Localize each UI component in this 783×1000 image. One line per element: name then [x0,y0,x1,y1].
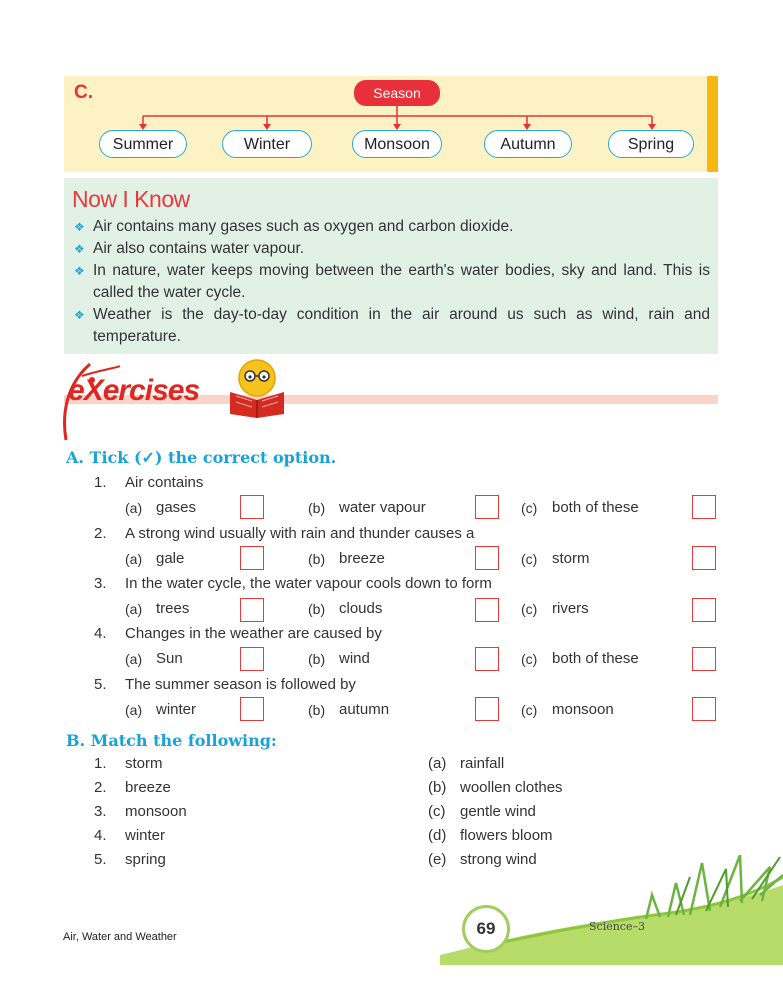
match-right-item: strong wind [460,851,537,868]
chapter-title: Air, Water and Weather [63,931,177,943]
option-text: winter [156,701,197,718]
option-letter: (c) [521,500,538,516]
exercises-title: eXercises [68,374,200,407]
section-a-heading: A. Tick (✓) the correct option. [66,448,337,467]
option-text: rivers [552,600,589,617]
list-item: ❖ In nature, water keeps moving between the earth's water bodies, sky and land. This is called the water cycle. [74,262,710,301]
question-text: Air contains [125,474,204,491]
match-left-item: winter [125,827,166,844]
match-right-letter: (c) [428,803,446,820]
option-text: gale [156,550,185,567]
match-left-item: spring [125,851,166,868]
diamond-bullet-icon: ❖ [74,264,85,278]
option-text: breeze [339,550,385,567]
section-b-heading: B. Match the following: [66,731,277,750]
match-right-item: gentle wind [460,803,536,820]
page-number: 69 [476,919,496,938]
option-letter: (b) [308,551,326,567]
question-text: In the water cycle, the water vapour cools down to form [125,575,492,592]
section-c-accent-bar [707,76,718,172]
question-number: 3. [94,575,107,592]
list-item: ❖ Air contains many gases such as oxygen and carbon dioxide. [72,216,710,238]
tick-box-q1-b[interactable] [475,495,499,519]
tick-box-q5-b[interactable] [475,697,499,721]
option-letter: (c) [521,601,538,617]
tick-box-q2-a[interactable] [240,546,264,570]
match-right-item: woollen clothes [460,779,563,796]
question-text: Changes in the weather are caused by [125,625,382,642]
match-left-item: storm [125,755,163,772]
season-node-monsoon: Monsoon [352,130,442,158]
season-node-winter: Winter [222,130,312,158]
match-right-letter: (e) [428,851,447,868]
season-node-autumn: Autumn [484,130,572,158]
book-title: Science–3 [589,920,645,933]
option-letter: (b) [308,601,326,617]
question-number: 4. [94,625,107,642]
list-item: ❖ Air also contains water vapour. [72,238,710,260]
match-left-number: 3. [94,803,107,820]
tick-box-q2-b[interactable] [475,546,499,570]
season-node-spring: Spring [608,130,694,158]
option-letter: (b) [308,702,326,718]
option-text: clouds [339,600,383,617]
option-text: gases [156,499,197,516]
match-left-item: breeze [125,779,171,796]
option-text: water vapour [339,499,426,516]
option-text: storm [552,550,590,567]
now-i-know-box [64,178,718,354]
option-letter: (a) [125,601,143,617]
match-left-item: monsoon [125,803,187,820]
match-left-number: 4. [94,827,107,844]
option-letter: (b) [308,651,326,667]
match-right-item: rainfall [460,755,505,772]
option-text: Sun [156,650,183,667]
season-root-node: Season [354,80,440,106]
now-i-know-list [72,216,710,348]
option-letter: (a) [125,500,143,516]
match-right-letter: (d) [428,827,447,844]
section-c-label: C. [74,82,93,103]
list-item: ❖ Weather is the day-to-day condition in the air around us such as wind, rain and temperature. [74,306,710,345]
season-diagram-box [64,76,718,172]
diamond-bullet-icon: ❖ [74,220,85,234]
diamond-bullet-icon: ❖ [74,308,85,322]
tick-box-q3-c[interactable] [692,598,716,622]
tick-box-q1-a[interactable] [240,495,264,519]
tick-box-q3-b[interactable] [475,598,499,622]
match-right-letter: (a) [428,755,447,772]
tick-box-q5-c[interactable] [692,697,716,721]
tick-box-q1-c[interactable] [692,495,716,519]
tick-box-q5-a[interactable] [240,697,264,721]
option-text: wind [339,650,370,667]
tick-box-q4-b[interactable] [475,647,499,671]
option-letter: (a) [125,551,143,567]
match-left-number: 5. [94,851,107,868]
match-right-letter: (b) [428,779,447,796]
reading-emoji-icon [222,356,292,418]
tick-box-q3-a[interactable] [240,598,264,622]
tick-box-q4-a[interactable] [240,647,264,671]
question-text: A strong wind usually with rain and thunder causes a [125,525,475,542]
question-number: 2. [94,525,107,542]
diamond-bullet-icon: ❖ [74,242,85,256]
option-text: both of these [552,499,639,516]
question-number: 5. [94,676,107,693]
now-i-know-title: Now I Know [72,186,190,212]
option-letter: (c) [521,702,538,718]
option-letter: (a) [125,651,143,667]
match-left-number: 2. [94,779,107,796]
option-text: monsoon [552,701,614,718]
option-letter: (b) [308,500,326,516]
season-node-summer: Summer [99,130,187,158]
match-left-number: 1. [94,755,107,772]
tick-box-q2-c[interactable] [692,546,716,570]
tick-box-q4-c[interactable] [692,647,716,671]
question-number: 1. [94,474,107,491]
option-letter: (a) [125,702,143,718]
option-text: both of these [552,650,639,667]
match-right-item: flowers bloom [460,827,553,844]
option-letter: (c) [521,551,538,567]
question-text: The summer season is followed by [125,676,356,693]
option-text: trees [156,600,190,617]
option-text: autumn [339,701,390,718]
option-letter: (c) [521,651,538,667]
